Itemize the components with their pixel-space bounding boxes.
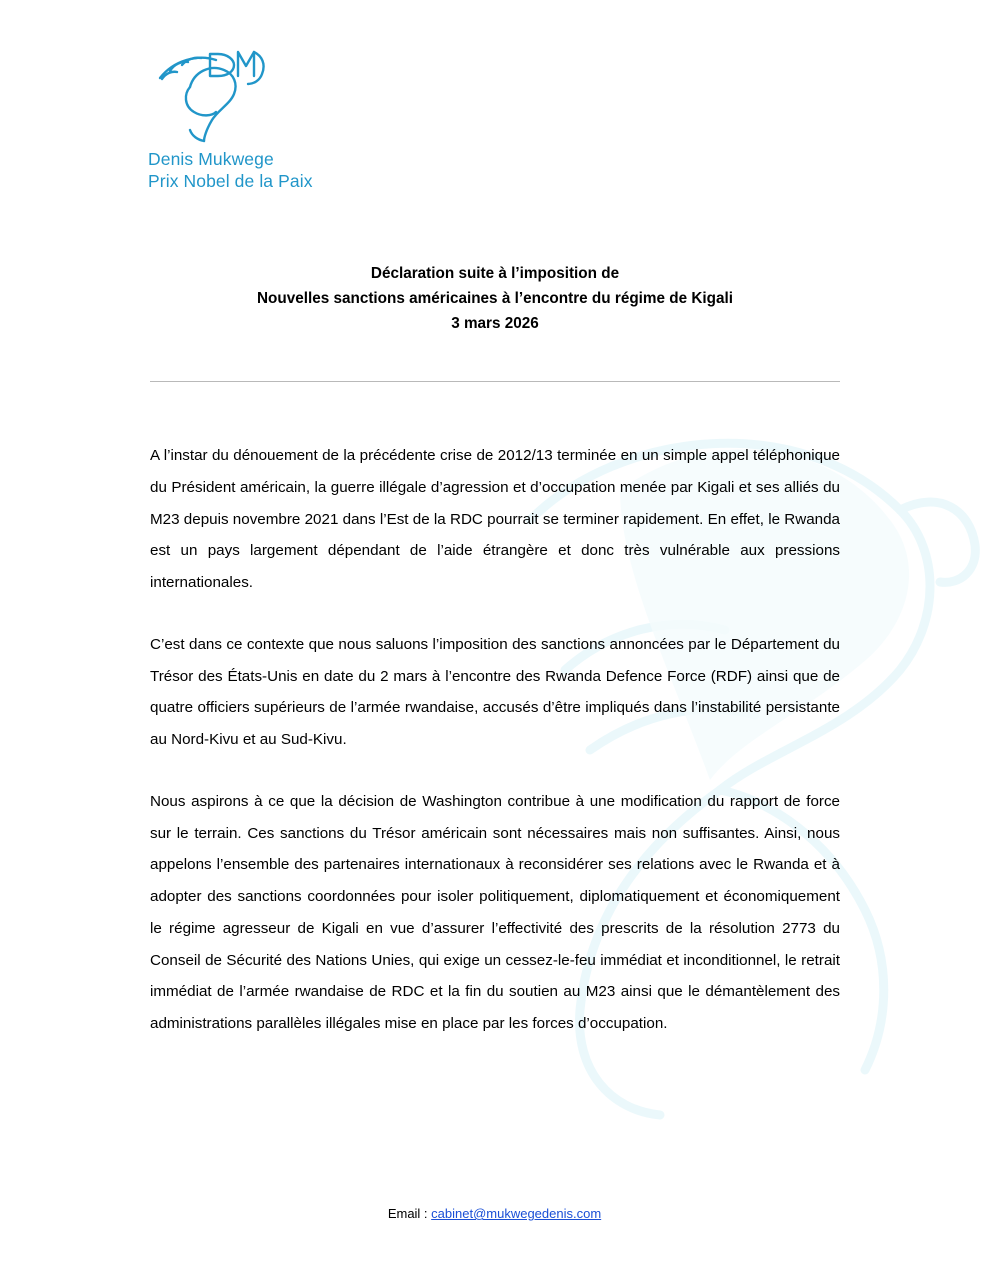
- title-divider: [150, 381, 840, 382]
- body-paragraph: C’est dans ce contexte que nous saluons l’imposition des sanctions annoncées par le Département du Trésor des États-Unis en date du 2 mars à l’encontre des Rwanda Defence Force (RDF) ainsi que de quatre officiers supérieurs de l’armée rwandaise, accusés d’être impliqués dans l’instabilité persistante au Nord-Kivu et au Sud-Kivu.: [150, 635, 840, 749]
- title-date: 3 mars 2026: [451, 314, 539, 332]
- brand-name: Denis Mukwege: [148, 149, 274, 169]
- body-paragraph: Nous aspirons à ce que la décision de Washington contribue à une modification du rapport de force sur le terrain. Ces sanctions du Trésor américain sont nécessaires mais non suffisantes. Ainsi, nous appelons l’ensemble des partenaires internationaux à reconsidérer ses relations avec le Rwanda et à adopter des sanctions coordonnées pour isoler politiquement, diplomatiquement et économiquement le régime agresseur de Kigali en vue d’assurer l’effectivité des prescrits de la résolution 2773 du Conseil de Sécurité des Nations Unies, qui exige un cessez-le-feu immédiat et inconditionnel, le retrait immédiat de l’armée rwandaise de RDC et la fin du soutien au M23 ainsi que le démantèlement des administrations parallèles illégales mise en place par les forces d’occupation.: [150, 792, 840, 1033]
- footer-email-link[interactable]: cabinet@mukwegedenis.com: [431, 1206, 602, 1221]
- title-line-2: Nouvelles sanctions américaines à l’encontre du régime de Kigali: [256, 289, 734, 307]
- body-paragraph: A l’instar du dénouement de la précédente crise de 2012/13 terminée en un simple appel téléphonique du Président américain, la guerre illégale d’agression et d’occupation menée par Kigali et ses alliés du M23 depuis novembre 2021 dans l’Est de la RDC pourrait se terminer rapidement. En effet, le Rwanda est un pays largement dépendant de l’aide étrangère et donc très vulnérable aux pressions internationales.: [150, 447, 840, 592]
- document-body: [150, 440, 840, 1040]
- brand-subtitle: Prix Nobel de la Paix: [148, 170, 313, 191]
- dove-olive-branch-dm-monogram-logo-icon: [154, 40, 274, 145]
- footer-email-label: Email :: [387, 1206, 432, 1221]
- document-title: [150, 262, 840, 336]
- letterhead: [148, 40, 313, 193]
- document-footer: [0, 1206, 989, 1221]
- title-line-1: Déclaration suite à l’imposition de: [370, 265, 620, 282]
